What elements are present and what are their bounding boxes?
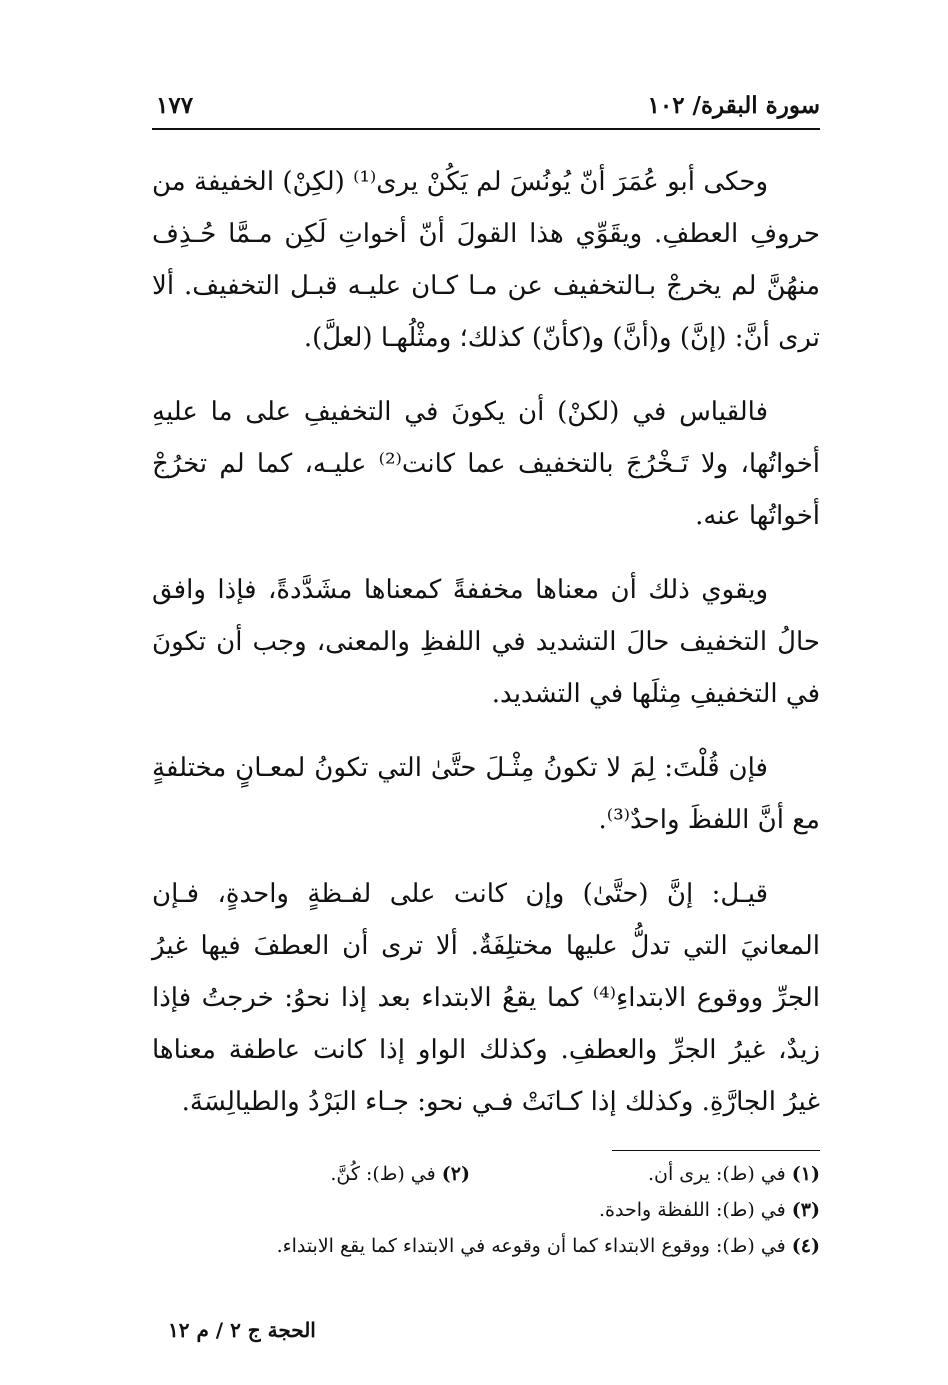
footnote-text: في (ط): كُنَّ. (330, 1163, 436, 1185)
footnote-text: في (ط): اللفظة واحدة. (598, 1199, 786, 1221)
paragraph: قيـل: إنَّ (حتَّىٰ) وإن كانت على لفـظةٍ واحدةٍ، فـإن المعانيَ التي تدلُّ عليها مختلِفَةٌ. ألا ترى أن العطفَ فيها غيرُ الجرِّ ووقوع الابتداءِ⁽⁴⁾ كما يقعُ الابتداء بعد إذا نحوُ: خرجتُ فإذا زيدٌ، غيرُ الجرِّ والعطفِ. وكذلك الواو إذا كانت عاطفة معناها غيرُ الجارَّةِ. وكذلك إذا كـانَتْ فـي نحو: جـاء البَرْدُ والطيالِسَةَ. (152, 879, 820, 1117)
footnote-text: في (ط): يرى أن. (647, 1163, 786, 1185)
footnote-number: (٢) (441, 1163, 470, 1185)
footnote-1 (648, 1163, 820, 1185)
footnote-3 (599, 1199, 820, 1221)
footnote-number: (٤) (791, 1235, 820, 1257)
footnote-4 (277, 1235, 820, 1257)
footnotes (152, 1156, 820, 1264)
paragraph: فالقياس في (لكنْ) أن يكونَ في التخفيفِ على ما عليهِ أخواتُها، ولا تَـخْرُجَ بالتخفيف عما كانت⁽²⁾ عليـه، كما لم تخرُجْ أخواتُها عنه. (152, 397, 820, 531)
paragraph: ويقوي ذلك أن معناها مخففةً كمعناها مشَدَّدةً، فإذا وافق حالُ التخفيف حالَ التشديد في اللفظِ والمعنى، وجب أن تكونَ في التخفيفِ مِثلَها في التشديد. (152, 575, 820, 709)
footnote-2 (330, 1156, 470, 1192)
footnote-row (152, 1192, 820, 1228)
main-text (152, 156, 820, 1128)
header-divider (152, 128, 820, 130)
page-header (152, 92, 820, 128)
paragraph: فإن قُلْتَ: لِمَ لا تكونُ مِثْـلَ حتَّىٰ التي تكونُ لمعـانٍ مختلفةٍ مع أنَّ اللفظَ واحدٌ⁽³⁾. (152, 753, 820, 835)
footnote-row (152, 1228, 820, 1264)
footnote-number: (٣) (791, 1199, 820, 1221)
footnote-text: في (ط): ووقوع الابتداء كما أن وقوعه في الابتداء كما يقع الابتداء. (276, 1235, 786, 1257)
volume-signature: الحجة ج ٢ / م ١٢ (168, 1318, 316, 1342)
paragraph: وحكى أبو عُمَرَ أنّ يُونُسَ لم يَكُنْ يرى⁽¹⁾ (لكِنْ) الخفيفة من حروفِ العطفِ. ويقَوِّي هذا القولَ أنّ أخواتِ لَكِن مـمَّا حُـذِف منهُنَّ لم يخرجْ بـالتخفيف عن مـا كـان عليـه قبـل التخفيف. ألا ترى أنَّ: (إنَّ) و(أنَّ) و(كأنّ) كذلك؛ ومثْلُهـا (لعلَّ). (152, 167, 820, 353)
footnote-number: (١) (791, 1163, 820, 1185)
footnote-row (152, 1156, 820, 1192)
running-title: سورة البقرة/ ١٠٢ (647, 92, 820, 119)
footnote-divider (612, 1150, 820, 1151)
page-number: ١٧٧ (156, 92, 194, 119)
